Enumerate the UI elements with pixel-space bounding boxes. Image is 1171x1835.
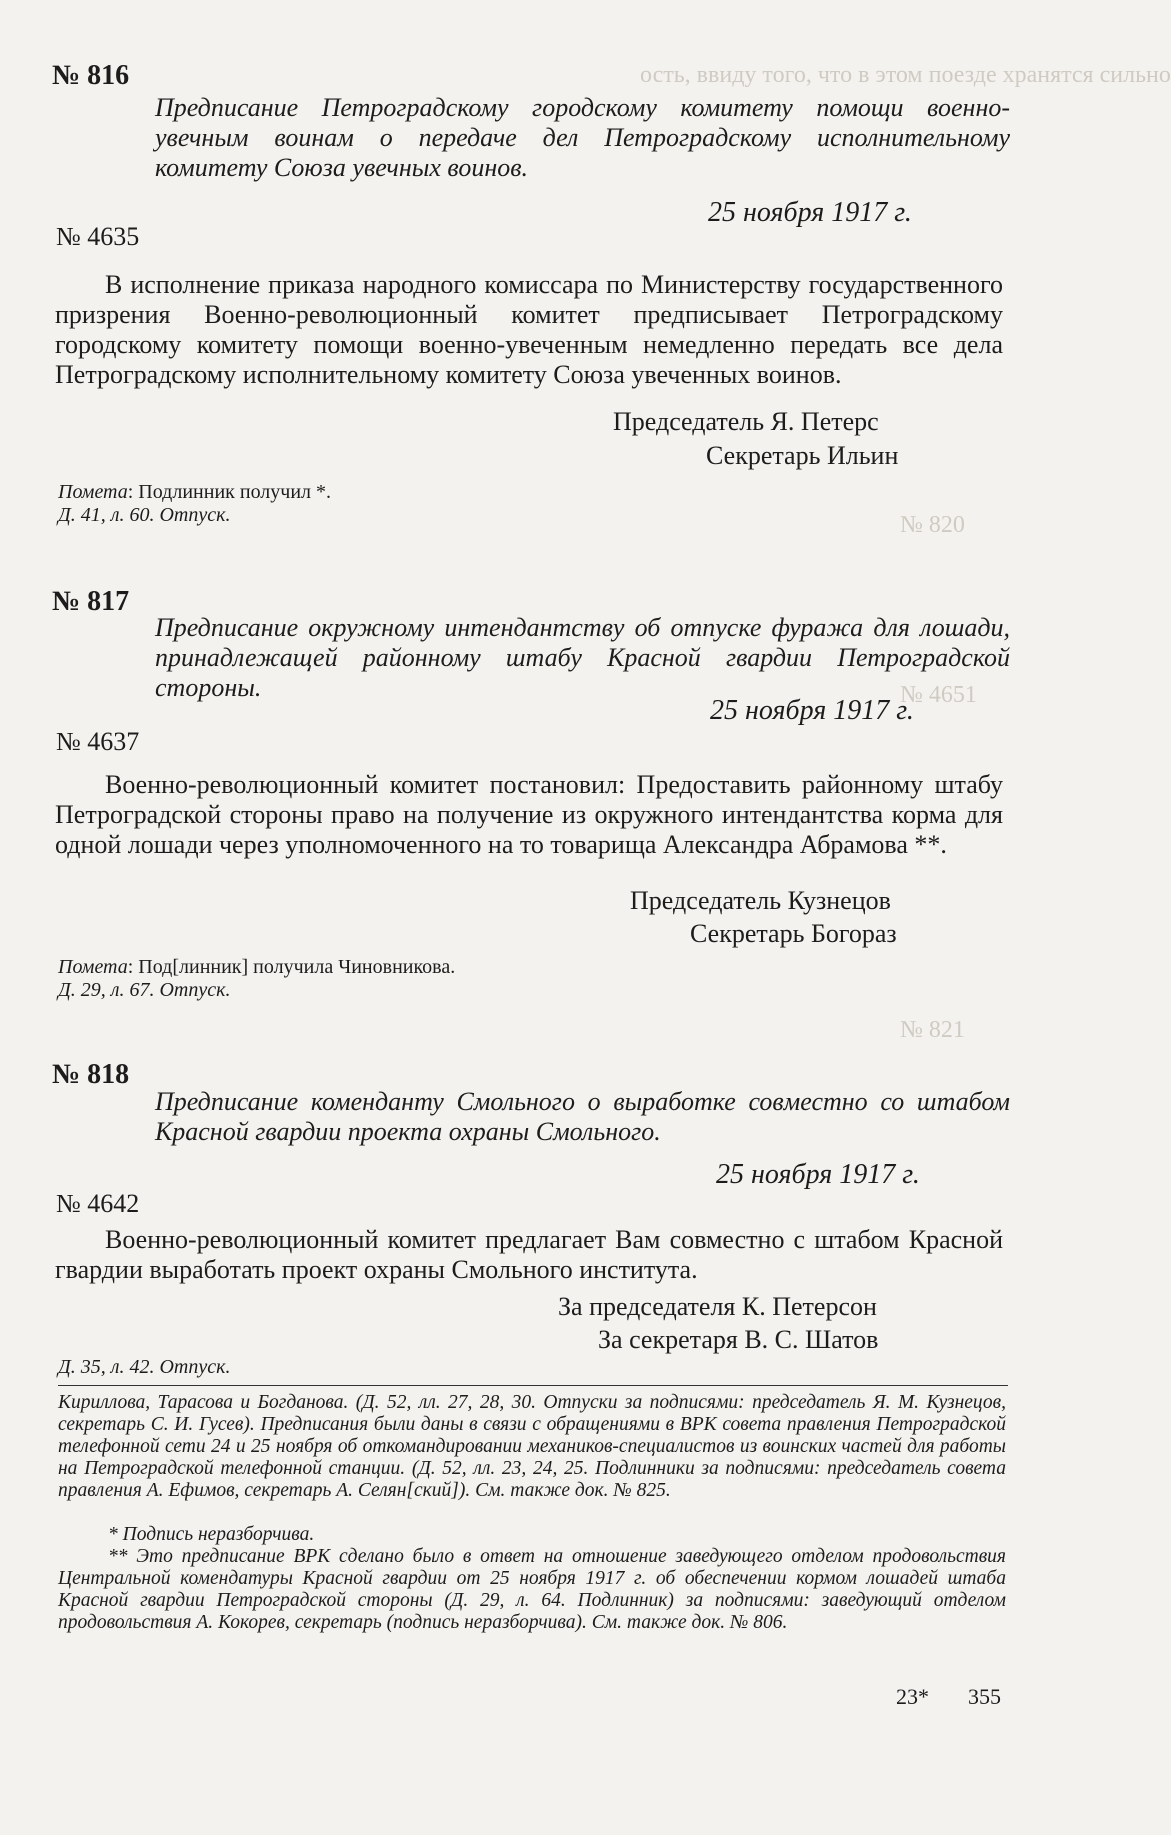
registry-number: № 4637	[56, 727, 140, 756]
signature-chairman: За председателя К. Петерсон	[558, 1292, 877, 1321]
registry-number: № 4635	[56, 222, 140, 251]
footnote-star1: * Подпись неразборчива.	[108, 1524, 315, 1545]
doc-date: 25 ноября 1917 г.	[716, 1159, 920, 1190]
signature-secretary: Секретарь Ильин	[706, 441, 899, 470]
bleed-through-text: № 821	[900, 1017, 965, 1043]
page-number: 355	[968, 1684, 1001, 1709]
doc-date: 25 ноября 1917 г.	[710, 695, 914, 726]
registry-number: № 4642	[56, 1189, 140, 1218]
doc-title: Предписание коменданту Смольного о выработке совместно со штабом Красной гвардии проекта охраны Смольного.	[155, 1087, 1010, 1146]
doc-date: 25 ноября 1917 г.	[708, 197, 912, 228]
archive-source: Д. 35, л. 42. Отпуск.	[58, 1356, 231, 1378]
doc-number: № 818	[52, 1059, 130, 1090]
signature-mark: 23*	[896, 1684, 929, 1709]
signature-chairman: Председатель Я. Петерс	[613, 407, 879, 436]
footnote-star2: ** Это предписание ВРК сделано было в ответ на отношение заведующего отделом продовольствия Центральной комендатуры Красной гвардии от 25 ноября 1917 г. об обеспечении кормом лошадей штаба Красной гвардии Петроградской стороны (Д. 29, л. 64. Подлинник) за подписями: заведующий отделом продовольствия А. Кокорев, секретарь (подпись неразборчива). См. также док. № 806.	[58, 1546, 1006, 1633]
footnote-divider	[58, 1385, 1008, 1386]
doc-title: Предписание Петроградскому городскому комитету помощи военно-увечным воинам о передаче дел Петроградскому исполнительному комитету Союза увечных воинов.	[155, 93, 1010, 182]
bleed-through-text: № 4651	[900, 682, 977, 708]
footnote-continuation: Кириллова, Тарасова и Богданова. (Д. 52, лл. 27, 28, 30. Отпуски за подписями: председатель Я. М. Кузнецов, секретарь С. И. Гусев). Предписания были даны в связи с обращениями в ВРК совета правления Петроградской телефонной сети 24 и 25 ноября об откомандировании механиков-специалистов из воинских частей для работы на Петроградской телефонной станции. (Д. 52, лл. 23, 24, 25. Подлинники за подписями: председатель совета правления А. Ефимов, секретарь А. Селян[ский]). См. также док. № 825.	[58, 1392, 1006, 1501]
doc-body: Военно-революционный комитет постановил: Предоставить районному штабу Петроградской стороны право на получение из окружного интендантства корма для одной лошади через уполномоченного на то товарища Александра Абрамова **.	[55, 770, 1003, 859]
signature-secretary: За секретаря В. С. Шатов	[598, 1325, 879, 1354]
signature-secretary: Секретарь Богораз	[690, 919, 897, 948]
bleed-through-text: ость, ввиду того, что в этом поезде хранятся сильно	[640, 62, 1171, 88]
archive-mark: Помета: Подлинник получил *.	[58, 481, 332, 503]
bleed-through-text: № 820	[900, 512, 965, 538]
doc-number: № 816	[52, 60, 130, 91]
signature-chairman: Председатель Кузнецов	[630, 886, 891, 915]
doc-body: Военно-революционный комитет предлагает Вам совместно с штабом Красной гвардии выработать проект охраны Смольного института.	[55, 1225, 1003, 1284]
doc-body: В исполнение приказа народного комиссара по Министерству государственного призрения Военно-революционный комитет предписывает Петроградскому городскому комитету помощи военно-увеченным немедленно передать все дела Петроградскому исполнительному комитету Союза увеченных воинов.	[55, 270, 1003, 389]
doc-number: № 817	[52, 586, 130, 617]
archive-source: Д. 41, л. 60. Отпуск.	[58, 504, 231, 526]
doc-title: Предписание окружному интендантству об отпуске фуража для лошади, принадлежащей районному штабу Красной гвардии Петроградской стороны.	[155, 613, 1010, 702]
archive-mark: Помета: Под[линник] получила Чиновникова.	[58, 956, 456, 978]
archive-source: Д. 29, л. 67. Отпуск.	[58, 979, 231, 1001]
